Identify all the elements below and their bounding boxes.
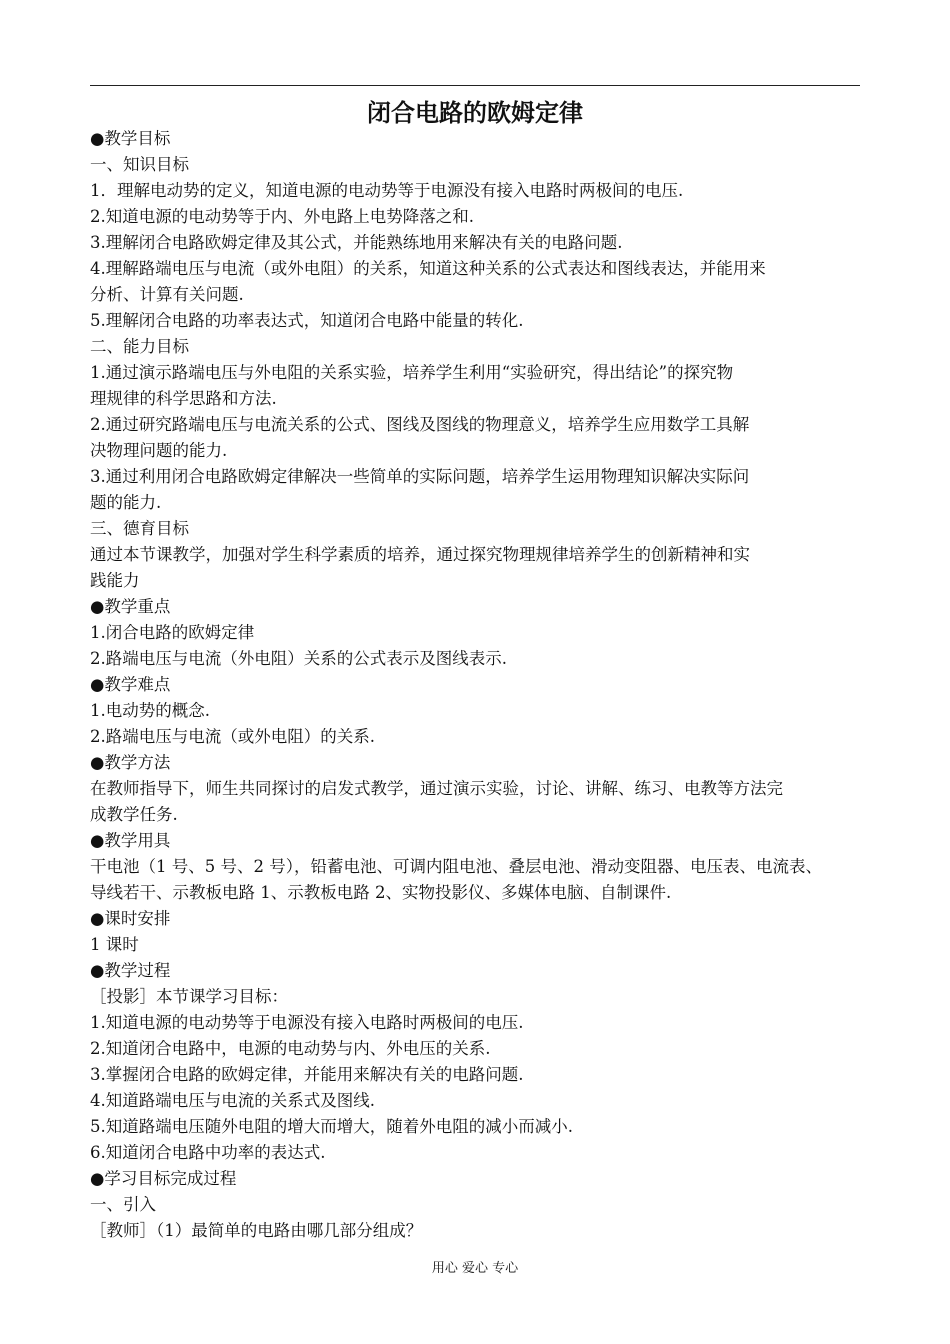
text-line: 一、引入 [90, 1195, 156, 1214]
text-line: ●教学方法 [90, 753, 171, 772]
text-line: 2.路端电压与电流（或外电阻）的关系. [90, 727, 375, 746]
text-line: ●教学难点 [90, 675, 171, 694]
text-line: 二、能力目标 [90, 337, 189, 356]
text-line: ［教师］（1）最简单的电路由哪几部分组成？ [90, 1221, 423, 1240]
text-line: 3.理解闭合电路欧姆定律及其公式，并能熟练地用来解决有关的电路问题. [90, 233, 623, 252]
text-line: 2.路端电压与电流（外电阻）关系的公式表示及图线表示. [90, 649, 507, 668]
text-line: 4.理解路端电压与电流（或外电阻）的关系，知道这种关系的公式表达和图线表达，并能用来 [90, 259, 766, 278]
text-line: 决物理问题的能力. [90, 441, 228, 460]
text-line: 1.通过演示路端电压与外电阻的关系实验，培养学生利用“实验研究，得出结论”的探究物 [90, 363, 734, 382]
text-line: 5.理解闭合电路的功率表达式，知道闭合电路中能量的转化. [90, 311, 524, 330]
text-line: 1．理解电动势的定义，知道电源的电动势等于电源没有接入电路时两极间的电压. [90, 181, 684, 200]
text-line: ●教学过程 [90, 961, 171, 980]
text-line: 干电池（1 号、5 号、2 号），铅蓄电池、可调内阻电池、叠层电池、滑动变阻器、电压表、电流表、 [90, 857, 822, 876]
page-footer: 用心 爱心 专心 [431, 1261, 519, 1276]
text-line: 题的能力. [90, 493, 162, 512]
text-line: 2.通过研究路端电压与电流关系的公式、图线及图线的物理意义，培养学生应用数学工具解 [90, 415, 750, 434]
text-line: 5.知道路端电压随外电阻的增大而增大，随着外电阻的减小而减小. [90, 1117, 573, 1136]
text-line: 三、德育目标 [90, 519, 189, 538]
text-line: 一、知识目标 [90, 155, 189, 174]
text-line: 1.知道电源的电动势等于电源没有接入电路时两极间的电压. [90, 1013, 524, 1032]
document-body [90, 126, 862, 1244]
text-line: 3.掌握闭合电路的欧姆定律，并能用来解决有关的电路问题. [90, 1065, 524, 1084]
text-line: 1.电动势的概念. [90, 701, 210, 720]
text-line: ［投影］本节课学习目标： [90, 987, 288, 1006]
text-line: 1 课时 [90, 935, 139, 954]
text-line: 践能力 [90, 571, 140, 590]
text-line: ●学习目标完成过程 [90, 1169, 237, 1188]
text-line: 6.知道闭合电路中功率的表达式. [90, 1143, 326, 1162]
text-line: 3.通过利用闭合电路欧姆定律解决一些简单的实际问题，培养学生运用物理知识解决实际问 [90, 467, 750, 486]
text-line: 理规律的科学思路和方法. [90, 389, 277, 408]
text-line: ●教学目标 [90, 129, 171, 148]
text-line: 2.知道闭合电路中，电源的电动势与内、外电压的关系. [90, 1039, 491, 1058]
text-line: 4.知道路端电压与电流的关系式及图线. [90, 1091, 375, 1110]
text-line: 在教师指导下，师生共同探讨的启发式教学，通过演示实验，讨论、讲解、练习、电教等方法完 [90, 779, 783, 798]
text-line: 导线若干、示教板电路 1、示教板电路 2、实物投影仪、多媒体电脑、自制课件. [90, 883, 672, 902]
header-rule [90, 85, 860, 86]
text-line: 分析、计算有关问题. [90, 285, 244, 304]
text-line: ●课时安排 [90, 909, 171, 928]
document-title: 闭合电路的欧姆定律 [367, 99, 583, 127]
text-line: 2.知道电源的电动势等于内、外电路上电势降落之和. [90, 207, 474, 226]
text-line: ●教学用具 [90, 831, 171, 850]
text-line: 1.闭合电路的欧姆定律 [90, 623, 255, 642]
text-line: ●教学重点 [90, 597, 171, 616]
text-line: 通过本节课教学，加强对学生科学素质的培养，通过探究物理规律培养学生的创新精神和实 [90, 545, 750, 564]
text-line: 成教学任务. [90, 805, 178, 824]
